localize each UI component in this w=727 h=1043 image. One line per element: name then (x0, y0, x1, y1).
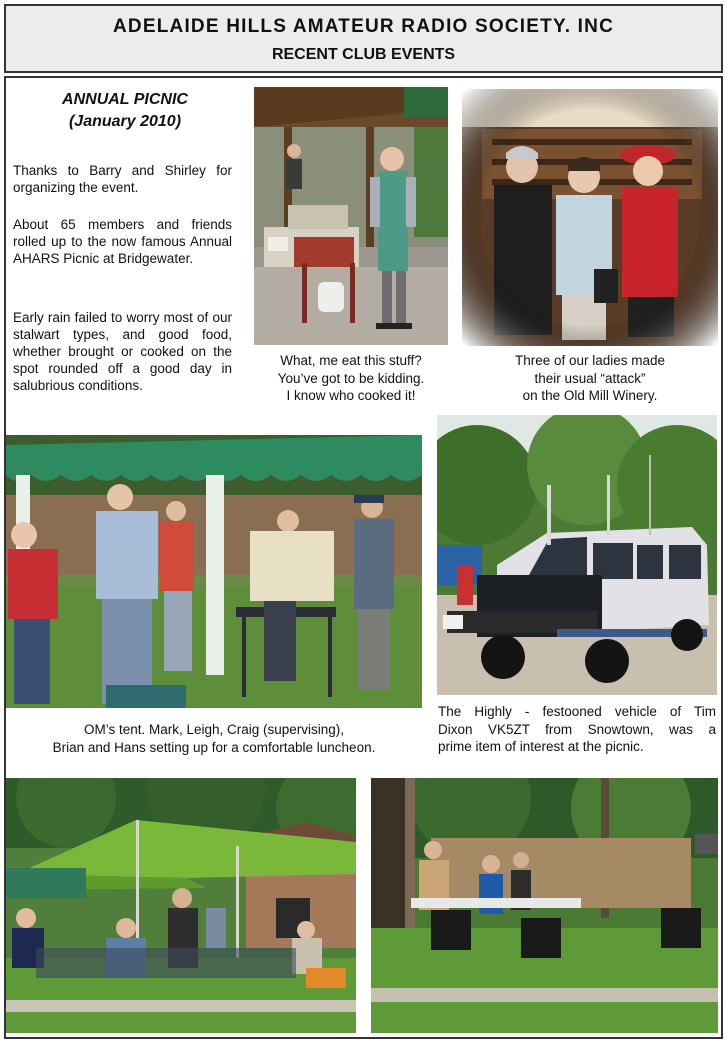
caption-cook (253, 352, 449, 405)
article-paragraph: Thanks to Barry and Shirley for organizing the event. (13, 163, 232, 195)
photo-vehicle (437, 415, 717, 695)
article-date: (January 2010) (68, 113, 182, 130)
caption-vehicle (438, 703, 716, 756)
caption-line: The Highly - festooned vehicle of Tim (438, 704, 716, 719)
article-paragraph: Early rain failed to worry most of our stalwart types, and good food, whether brought or cooked on the spot rounded off a good day in salubrious conditions. (13, 310, 232, 393)
caption-line: Three of our ladies made (514, 353, 666, 368)
caption-ladies (462, 352, 718, 405)
photo-green-tent (6, 778, 356, 1033)
photo-seated-group (371, 778, 718, 1033)
page-subtitle: RECENT CLUB EVENTS (271, 46, 456, 63)
page-header (4, 4, 723, 73)
caption-line: Dixon VK5ZT from Snowtown, was a (438, 721, 716, 737)
caption-line: prime item of interest at the picnic. (438, 739, 644, 754)
caption-line: I know who cooked it! (286, 388, 416, 403)
caption-line: Brian and Hans setting up for a comfortable luncheon. (52, 739, 376, 755)
article-paragraph: About 65 members and friends rolled up to the now famous Annual AHARS Picnic at Bridgewater. (13, 217, 232, 266)
caption-line: OM’s tent. Mark, Leigh, Craig (supervising), (83, 722, 345, 737)
caption-line: their usual “attack” (534, 370, 646, 386)
article-title: ANNUAL PICNIC (62, 91, 188, 108)
photo-ladies (462, 89, 718, 346)
caption-line: on the Old Mill Winery. (522, 388, 658, 403)
caption-tent (6, 721, 422, 756)
caption-line: You’ve got to be kidding. (277, 370, 425, 386)
org-name: ADELAIDE HILLS AMATEUR RADIO SOCIETY. INC (113, 16, 614, 37)
photo-cook (254, 87, 448, 345)
caption-line: What, me eat this stuff? (280, 353, 422, 368)
photo-tent (6, 435, 422, 708)
